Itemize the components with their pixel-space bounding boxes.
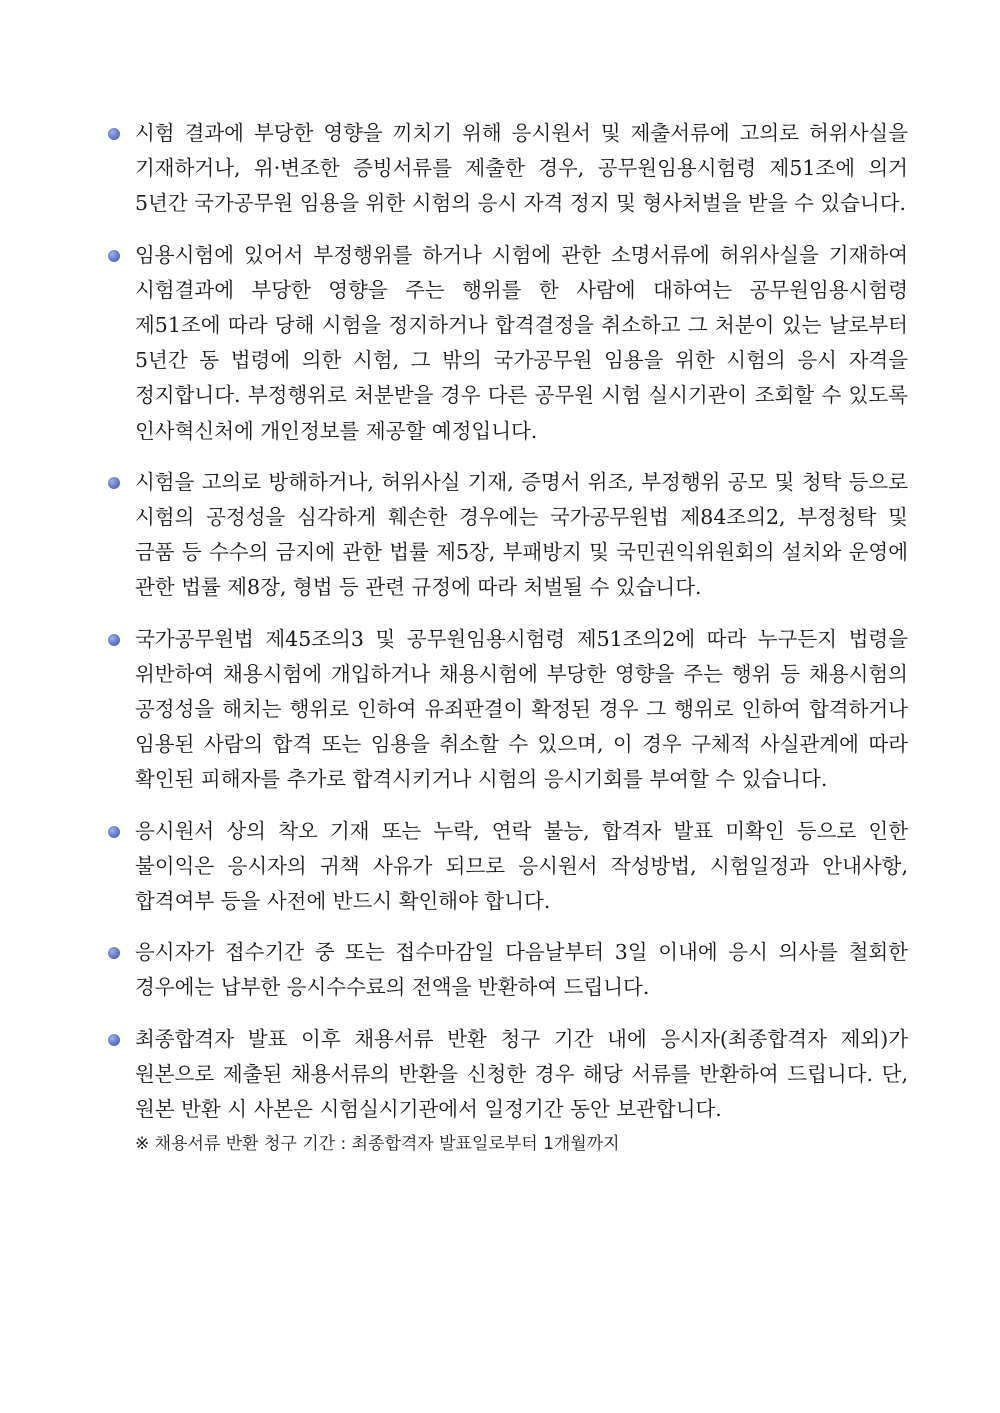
notice-item-false-documents [108,116,908,222]
notice-item-misconduct [108,238,908,449]
bullet-icon [108,634,120,646]
notice-text: 시험을 고의로 방해하거나, 허위사실 기재, 증명서 위조, 부정행위 공모 및 청탁 등으로 시험의 공정성을 심각하게 훼손한 경우에는 국가공무원법 제84조의2, 부정청탁 및 금품 등 수수의 금지에 관한 법률 제5장, 부패방지 및 국민권익위원회의 설치와 운영에 관한 법률 제8장, 형법 등 관련 규정에 따라 처벌될 수 있습니다. [135,469,908,600]
return-period-note: ※ 채용서류 반환 청구 기간 : 최종합격자 발표일로부터 1개월까지 [135,1134,620,1155]
bullet-icon [108,947,120,959]
bullet-icon [108,128,120,140]
bullet-icon [108,1034,120,1046]
notice-text: 국가공무원법 제45조의3 및 공무원임용시험령 제51조의2에 따라 누구든지 법령을 위반하여 채용시험에 개입하거나 채용시험에 부당한 영향을 주는 행위 등 채용시험의 공정성을 해치는 행위로 인하여 유죄판결이 확정된 경우 그 행위로 인하여 합격하거나 임용된 사람의 합격 또는 임용을 취소할 수 있으며, 이 경우 구체적 사실관계에 따라 확인된 피해자를 추가로 합격시키거나 시험의 응시기회를 부여할 수 있습니다. [135,626,908,792]
notice-text: 최종합격자 발표 이후 채용서류 반환 청구 기간 내에 응시자(최종합격자 제외)가 원본으로 제출된 채용서류의 반환을 신청한 경우 해당 서류를 반환하여 드립니다. 단, 원본 반환 시 사본은 시험실시기관에서 일정기간 동안 보관합니다. [135,1026,908,1122]
notice-list [108,116,908,1159]
bullet-icon [108,250,120,262]
bullet-icon [108,477,120,489]
bullet-icon [108,826,120,838]
notice-item-fee-refund [108,935,908,1005]
notice-text: 임용시험에 있어서 부정행위를 하거나 시험에 관한 소명서류에 허위사실을 기재하여 시험결과에 부당한 영향을 주는 행위를 한 사람에 대하여는 공무원임용시험령 제51조에 따라 당해 시험을 정지하거나 합격결정을 취소하고 그 처분이 있는 날로부터 5년간 동 법령에 의한 시험, 그 밖의 국가공무원 임용을 위한 시험의 응시 자격을 정지합니다. 부정행위로 처분받을 경우 다른 공무원 시험 실시기관이 조회할 수 있도록 인사혁신처에 개인정보를 제공할 예정입니다. [135,242,908,443]
notice-item-recruitment-fairness [108,622,908,798]
notice-text: 시험 결과에 부당한 영향을 끼치기 위해 응시원서 및 제출서류에 고의로 허위사실을 기재하거나, 위·변조한 증빙서류를 제출한 경우, 공무원임용시험령 제51조에 의거 5년간 국가공무원 임용을 위한 시험의 응시 자격 정지 및 형사처벌을 받을 수 있습니다. [135,121,908,216]
notice-text: 응시자가 접수기간 중 또는 접수마감일 다음날부터 3일 이내에 응시 의사를 철회한 경우에는 납부한 응시수수료의 전액을 반환하여 드립니다. [135,940,908,1000]
notice-item-applicant-responsibility [108,814,908,920]
notice-text: 응시원서 상의 착오 기재 또는 누락, 연락 불능, 합격자 발표 미확인 등으로 인한 불이익은 응시자의 귀책 사유가 되므로 응시원서 작성방법, 시험일정과 안내사항, 합격여부 등을 사전에 반드시 확인해야 합니다. [135,818,908,914]
notice-item-document-return [108,1022,908,1128]
notice-item-obstruction [108,465,908,606]
